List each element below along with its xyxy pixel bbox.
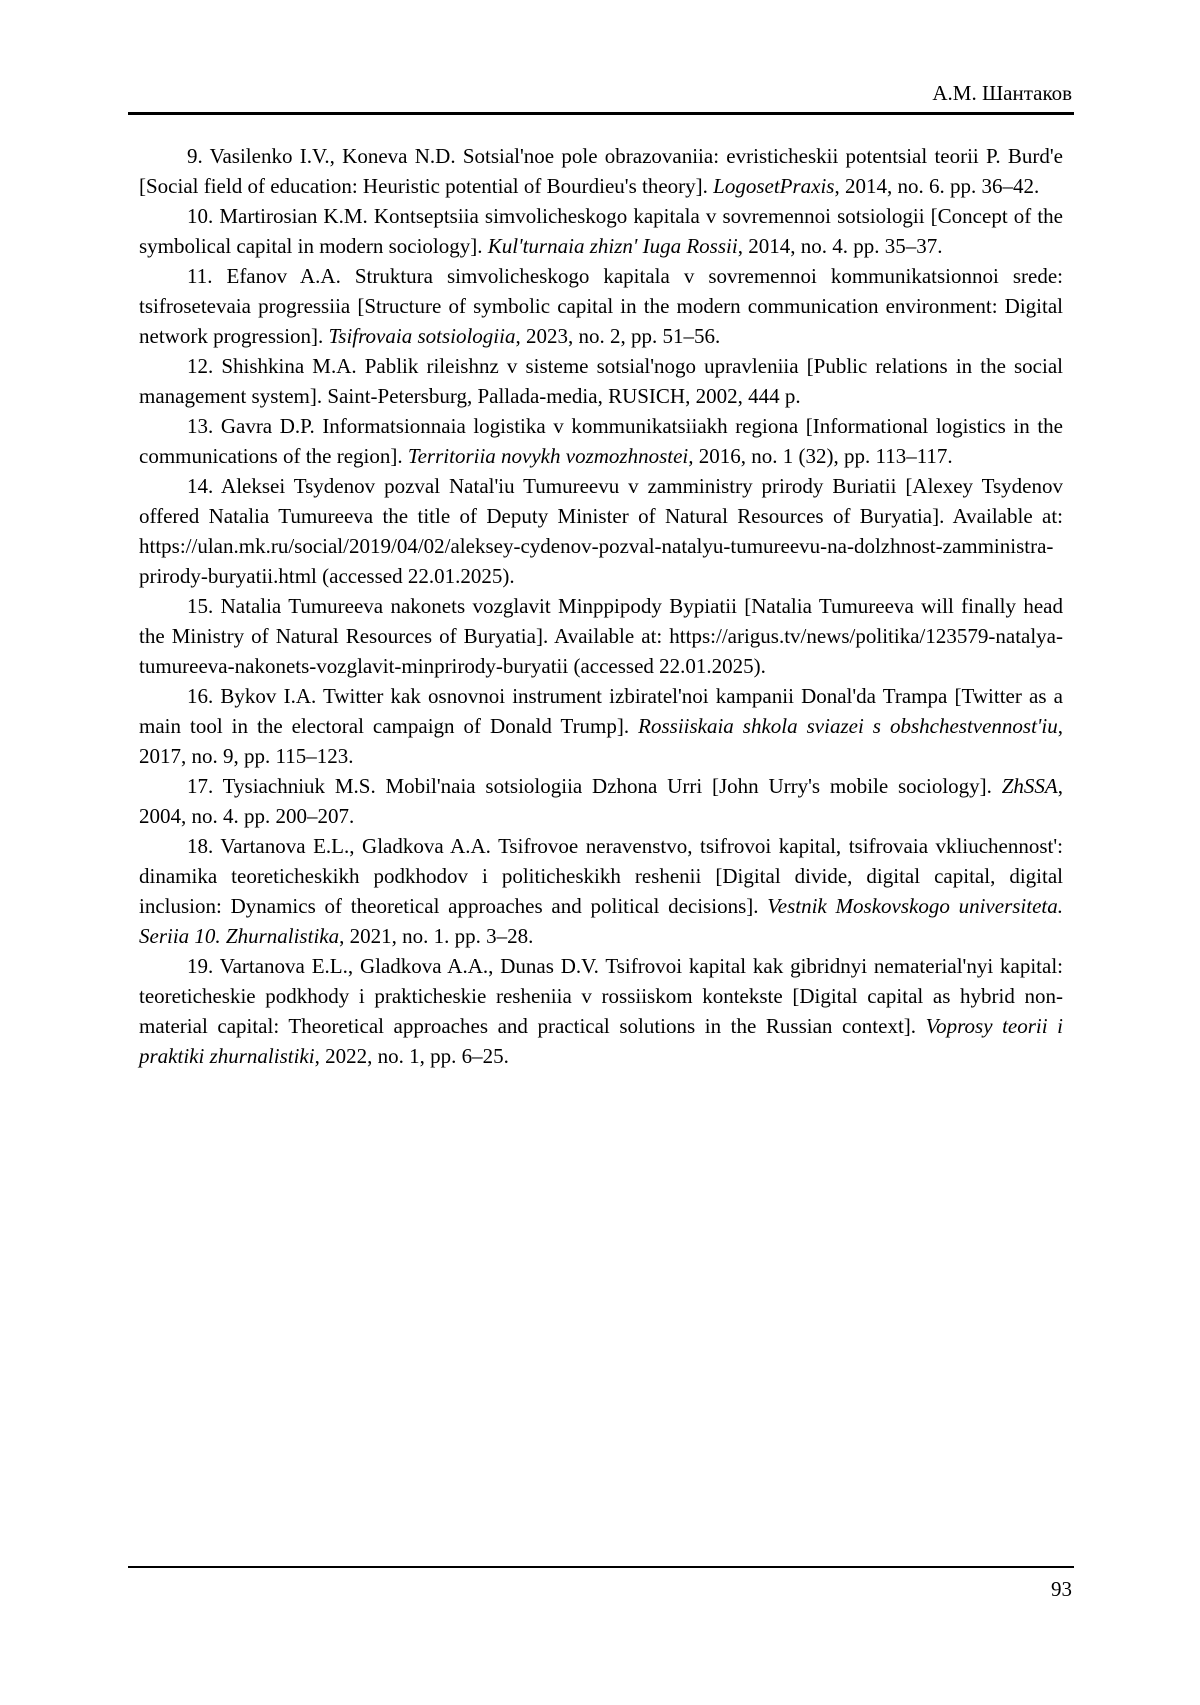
- reference-text: 9. Vasilenko I.V., Koneva N.D. Sotsial'noe pole obrazovaniia: evristicheskii potentsial teorii P. Burd'e [Social field of education: Heuristic potential of Bourdieu's theory].: [139, 144, 1063, 198]
- running-head: А.М. Шантаков: [932, 81, 1072, 105]
- reference-item: [139, 141, 1063, 201]
- reference-text: 13. Gavra D.P. Informatsionnaia logistika v kommunikatsiiakh regiona [Informational logistics in the communications of the region].: [139, 414, 1063, 468]
- reference-text: 2016, no. 1 (32), pp. 113–117.: [693, 444, 953, 468]
- page-number: 93: [1051, 1577, 1072, 1601]
- journal-title: Territoriia novykh vozmozhnostei,: [407, 444, 694, 468]
- reference-text: 19. Vartanova E.L., Gladkova A.A., Dunas D.V. Tsifrovoi kapital kak gibridnyi nematerial'nyi kapital: teoreticheskie podkhody i prakticheskie resheniia v rossiiskom kontekste [Digital capital as hybrid non-material capital: Theoretical approaches and practical solutions in the Russian context].: [139, 954, 1063, 1038]
- reference-text: , 2022, no. 1, pp. 6–25.: [314, 1044, 509, 1068]
- journal-title: Tsifrovaia sotsiologiia: [328, 324, 516, 348]
- reference-text: , 2021, no. 1. pp. 3–28.: [339, 924, 534, 948]
- journal-title: Voprosy teorii i praktiki zhurnalistiki: [139, 1014, 1063, 1068]
- reference-text: , 2004, no. 4. pp. 200–207.: [139, 774, 1063, 828]
- reference-text: 11. Efanov A.A. Struktura simvolicheskogo kapitala v sovremennoi kommunikatsionnoi srede: tsifrosetevaia progressiia [Structure of symbolic capital in the modern communication environment: Digital network progression].: [139, 264, 1063, 348]
- reference-item: [139, 261, 1063, 351]
- reference-item: [139, 471, 1063, 591]
- reference-item: [139, 951, 1063, 1071]
- journal-title: Vestnik Moskovskogo universiteta. Seriia 10. Zhurnalistika: [139, 894, 1063, 948]
- reference-item: [139, 771, 1063, 831]
- reference-text: , 2017, no. 9, pp. 115–123.: [139, 714, 1064, 768]
- reference-text: 18. Vartanova E.L., Gladkova A.A. Tsifrovoe neravenstvo, tsifrovoi kapital, tsifrovaia vkliuchennost': dinamika teoreticheskikh podkhodov i politicheskikh reshenii [Digital divide, digital capital, digital inclusion: Dynamics of theoretical approaches and political decisions].: [139, 834, 1063, 918]
- references-list: [139, 141, 1063, 1071]
- reference-text: , 2014, no. 4. pp. 35–37.: [737, 234, 943, 258]
- header-rule: [128, 112, 1074, 115]
- footer-rule: [128, 1566, 1074, 1568]
- reference-item: [139, 351, 1063, 411]
- journal-title: Rossiiskaia shkola sviazei s obshchestvennost'iu: [638, 714, 1058, 738]
- reference-text: , 2023, no. 2, pp. 51–56.: [515, 324, 721, 348]
- journal-title: Kul'turnaia zhizn' Iuga Rossii: [487, 234, 738, 258]
- reference-text: 14. Aleksei Tsydenov pozval Natal'iu Tumureevu v zamministry prirody Buriatii [Alexey Tsydenov offered Natalia Tumureeva the title of Deputy Minister of Natural Resources of Buryatia]. Available at: https://ulan.mk.ru/social/2019/04/02/aleksey-cydenov-pozval-natalyu-tumureevu-na-dolzhnost-zamministra-prirody-buryatii.html (accessed 22.01.2025).: [139, 474, 1063, 588]
- reference-item: [139, 681, 1063, 771]
- journal-title: LogosetPraxis: [713, 174, 835, 198]
- reference-item: [139, 591, 1063, 681]
- reference-item: [139, 201, 1063, 261]
- journal-title: ZhSSA: [1001, 774, 1058, 798]
- reference-text: 12. Shishkina M.A. Pablik rileishnz v sisteme sotsial'nogo upravleniia [Public relations in the social management system]. Saint-Petersburg, Pallada-media, RUSICH, 2002, 444 p.: [139, 354, 1063, 408]
- reference-text: 10. Martirosian K.M. Kontseptsiia simvolicheskogo kapitala v sovremennoi sotsiologii [Concept of the symbolical capital in modern sociology].: [139, 204, 1063, 258]
- reference-text: , 2014, no. 6. pp. 36–42.: [834, 174, 1040, 198]
- reference-text: 16. Bykov I.A. Twitter kak osnovnoi instrument izbiratel'noi kampanii Donal'da Trampa [Twitter as a main tool in the electoral campaign of Donald Trump].: [139, 684, 1063, 738]
- reference-item: [139, 831, 1063, 951]
- reference-text: 17. Tysiachniuk M.S. Mobil'naia sotsiologiia Dzhona Urri [John Urry's mobile sociology].: [187, 774, 1002, 798]
- reference-text: 15. Natalia Tumureeva nakonets vozglavit Minppipody Bypiatii [Natalia Tumureeva will finally head the Ministry of Natural Resources of Buryatia]. Available at: https://arigus.tv/news/politika/123579-natalya-tumureeva-nakonets-vozglavit-minprirody-buryatii (accessed 22.01.2025).: [139, 594, 1063, 678]
- reference-item: [139, 411, 1063, 471]
